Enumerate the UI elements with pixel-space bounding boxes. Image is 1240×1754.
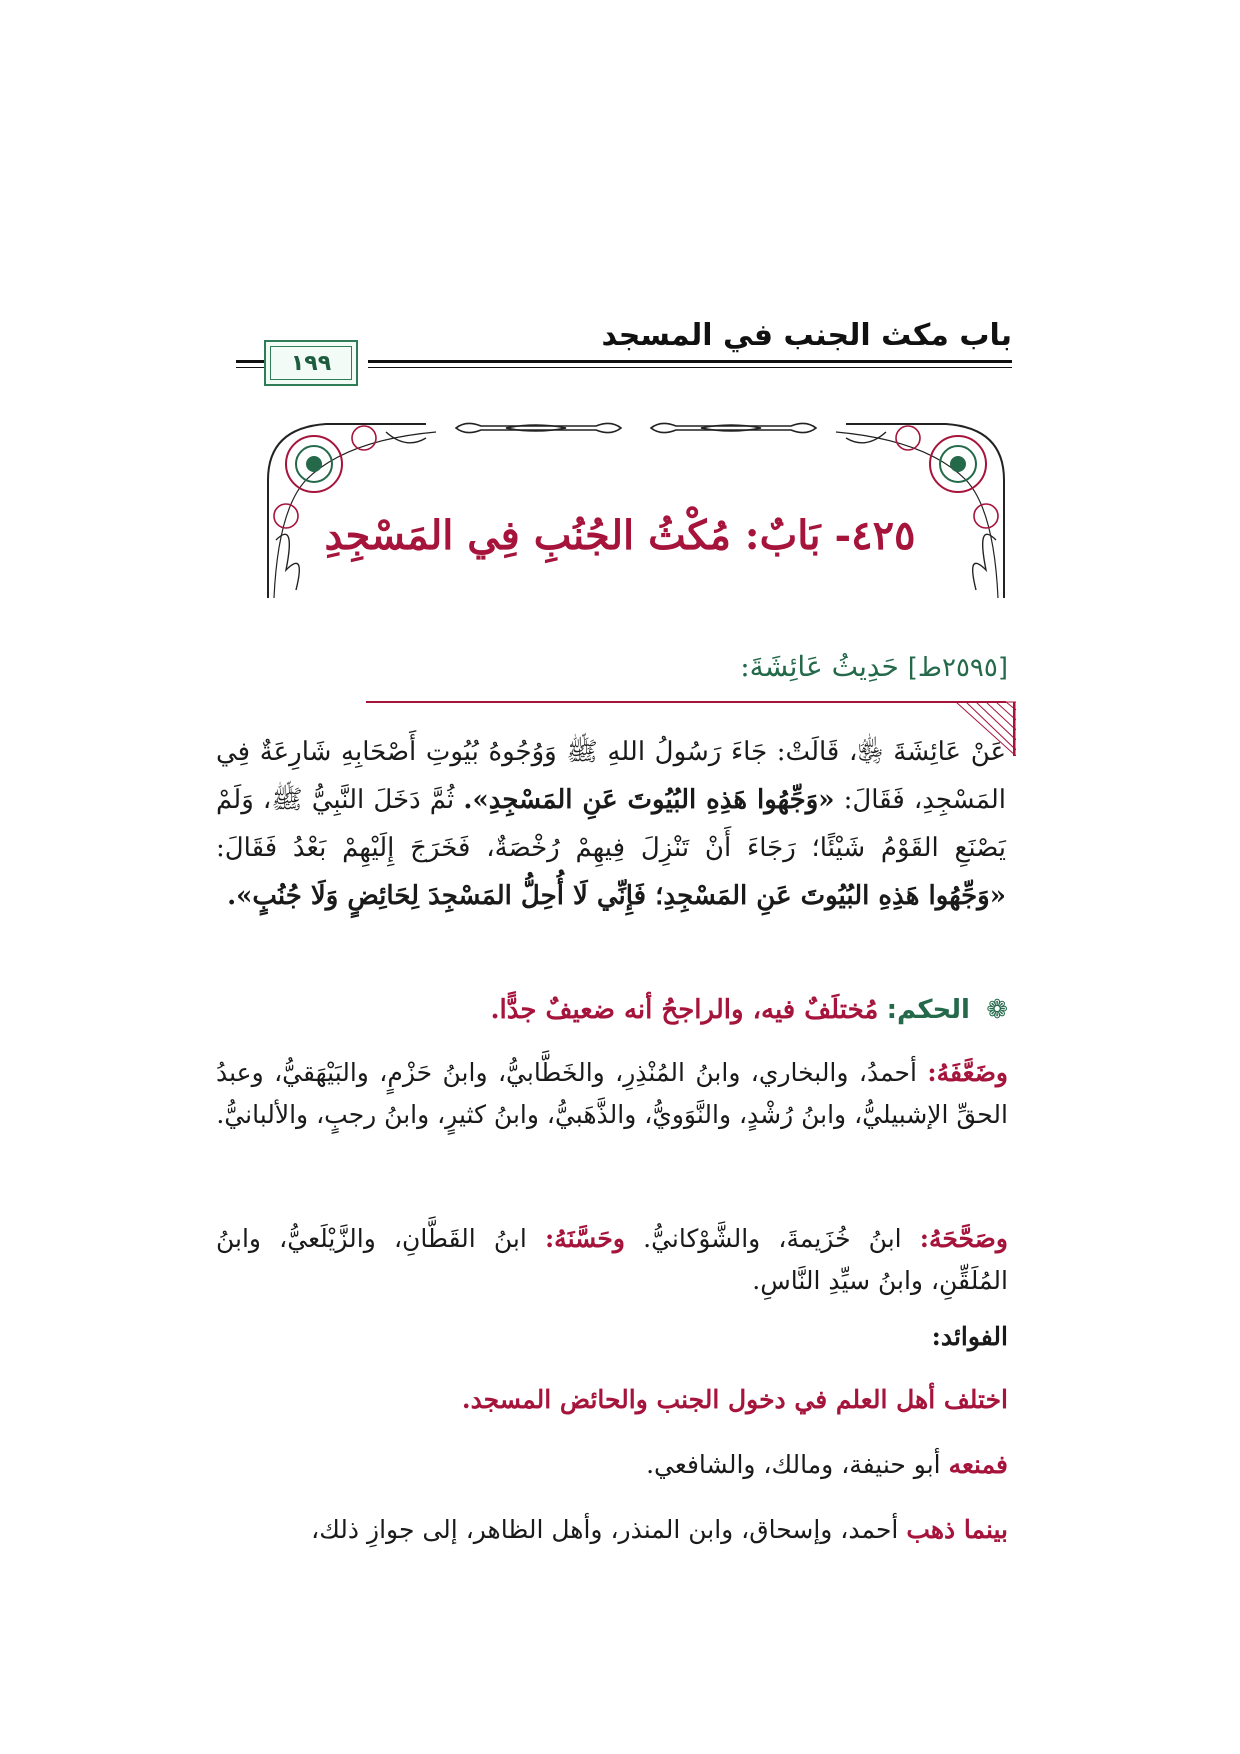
weakened-by-label: وضَعَّفَهُ: [927,1058,1008,1087]
hadith-text [216,728,1006,920]
page-number: ١٩٩ [290,350,332,376]
hadith-ref: [٢٥٩٥ط] [907,653,1008,683]
benefit-label: بينما ذهب [906,1515,1008,1544]
hadith-heading-text: حَدِيثُ عَائِشَةَ: [740,650,899,683]
chapter-ornament-frame [266,420,1006,600]
chapter-title: ٤٢٥- بَابٌ: مُكْثُ الجُنُبِ فِي المَسْجِدِ [324,512,916,559]
ruling-value: مُختلَفٌ فيه، والراجحُ أنه ضعيفٌ جدًّا. [490,995,879,1025]
cartouche-ornament [456,423,816,432]
rosette-icon: ❁ [986,995,1008,1025]
benefit-point [216,1450,1008,1479]
hadith-quote-2: «وَجِّهُوا هَذِهِ البُيُوتَ عَنِ المَسْجِدِ؛ فَإِنِّي لَا أُحِلُّ المَسْجِدَ لِحَائِضٍ وَلَا جُنُبٍ». [227,881,1006,911]
hadith-quote-1: «وَجِّهُوا هَذِهِ البُيُوتَ عَنِ المَسْجِدِ». [463,785,835,815]
benefit-label: فمنعه [948,1450,1008,1479]
header-rule-short-thin [236,367,264,368]
authenticated-by-label: وصَحَّحَهُ: [919,1224,1008,1253]
ruling-label: الحكم: [886,995,970,1025]
benefit-point: اختلف أهل العلم في دخول الجنب والحائض المسجد. [461,1385,1008,1414]
authenticated-by-paragraph [216,1218,1008,1302]
benefit-text: أبو حنيفة، ومالك، والشافعي. [646,1450,941,1479]
benefit-point [216,1515,1008,1544]
page-number-frame [264,340,358,386]
hasan-by-text: ابنُ القَطَّانِ، والزَّيْلَعيُّ، وابنُ المُلَقِّنِ، وابنُ سيِّدِ النَّاسِ. [216,1224,1008,1295]
weakened-by-paragraph [216,1052,1008,1136]
hasan-by-label: وحَسَّنَهُ: [544,1224,625,1253]
corner-rosette-right [836,424,1004,598]
weakened-by-text: أحمدُ، والبخاري، وابنُ المُنْذِرِ، والخَطَّابيُّ، وابنُ حَزْمٍ، والبَيْهَقيُّ، وعبدُ الحقِّ الإشبيليُّ، وابنُ رُشْدٍ، والنَّوَويُّ، والذَّهَبيُّ، وابنُ كثيرٍ، وابنُ رجبٍ، والألبانيُّ. [216,1058,1008,1129]
header-rule [368,360,1012,363]
running-title: باب مكث الجنب في المسجد [601,318,1012,353]
benefit-text: أحمد، وإسحاق، وابن المنذر، وأهل الظاهر، إلى جوازِ ذلك، [311,1515,899,1544]
corner-rosette-left [268,424,436,598]
hadith-text-part-1: عَنْ عَائِشَةَ ﵂، قَالَتْ: جَاءَ رَسُولُ اللهِ ﷺ وَوُجُوهُ بُيُوتِ أَصْحَابِهِ شَارِعَةٌ فِي المَسْجِدِ، فَقَالَ: [216,737,1007,815]
authenticated-by-text: ابنُ خُزَيمةَ، والشَّوْكانيُّ. [643,1224,902,1253]
benefits-heading: الفوائد: [931,1322,1008,1351]
hadith-heading [308,650,1008,683]
header-rule-short [236,360,264,363]
ruling-line [218,995,1008,1025]
hadith-text-part-2: ثُمَّ دَخَلَ النَّبِيُّ ﷺ، وَلَمْ يَصْنَعِ القَوْمُ شَيْئًا؛ رَجَاءَ أَنْ تَنْزِلَ فِيهِمْ رُخْصَةٌ، فَخَرَجَ إِلَيْهِمْ بَعْدُ فَقَالَ: [216,785,1006,863]
header-rule-thin [368,367,1012,368]
